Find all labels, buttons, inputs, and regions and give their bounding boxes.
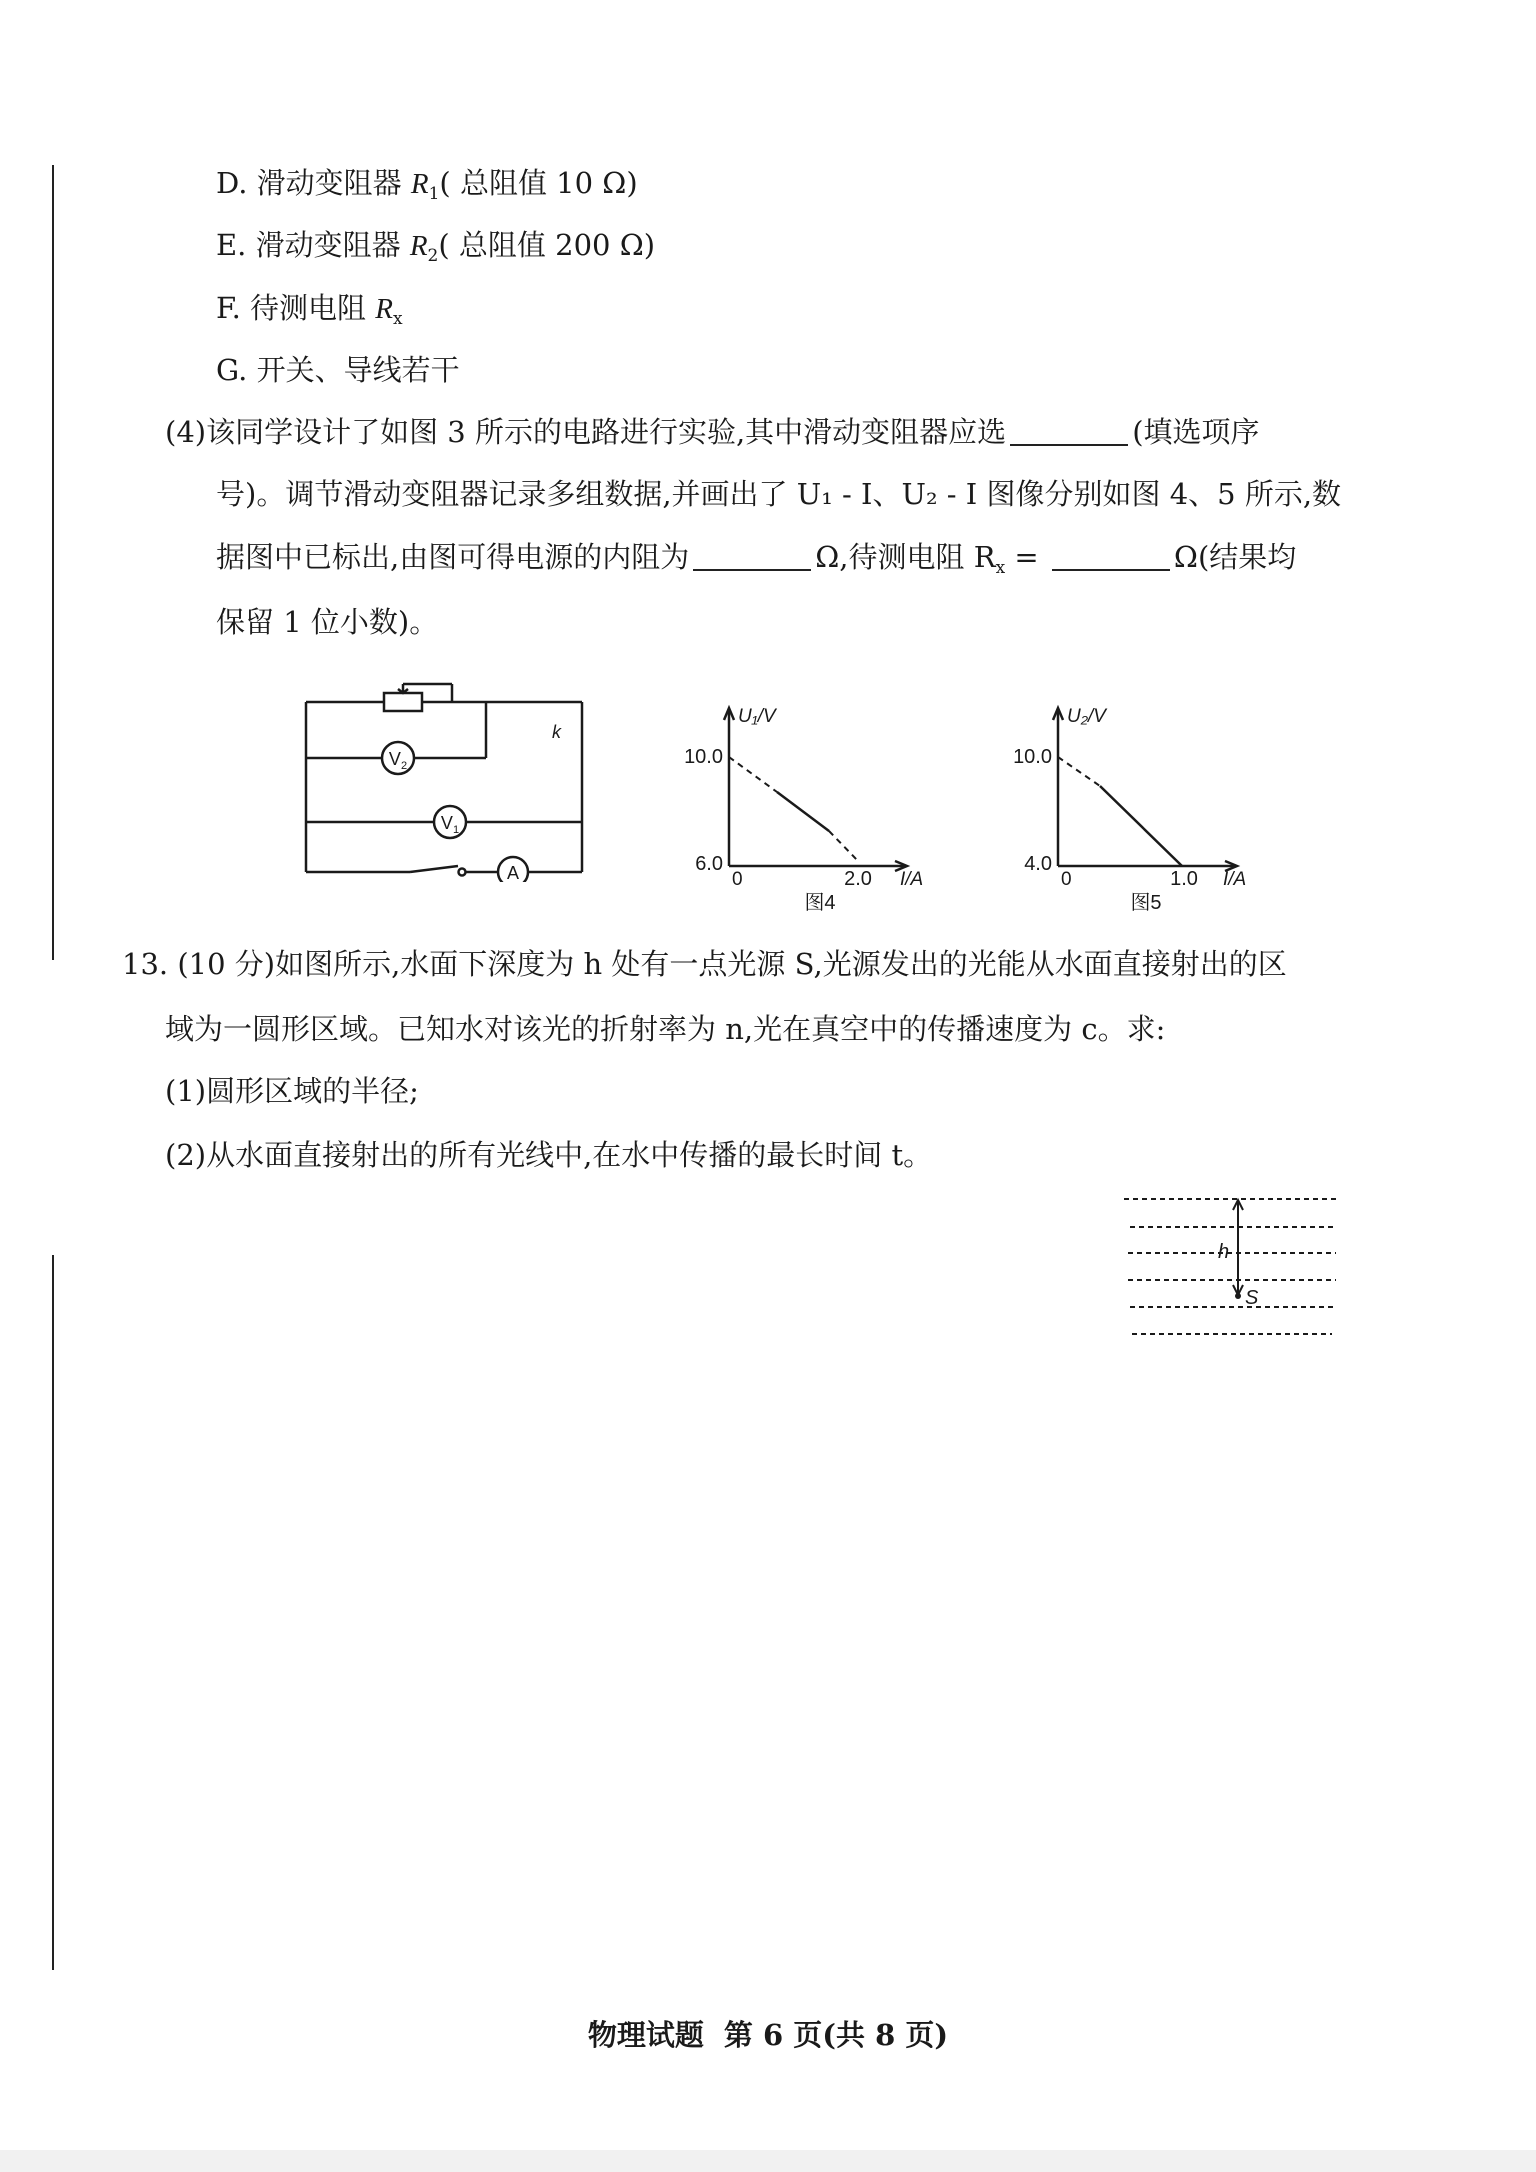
footer-subject: 物理试题 [587, 2018, 704, 2052]
q12-part4-line2: 号)。调节滑动变阻器记录多组数据,并画出了 U₁ - I、U₂ - I 图像分别如图 4、5 所示,数 [216, 477, 1342, 511]
switch-label: k [552, 722, 561, 742]
depth-label: h [1218, 1241, 1230, 1263]
voltmeter-v2-label: $V_2$ [388, 749, 408, 772]
q13-line2: 域为一圆形区域。已知水对该光的折射率为 n,光在真空中的传播速度为 c。求: [165, 1012, 1166, 1046]
fig5-xtick: 1.0 [1170, 868, 1198, 890]
graph-fig4 [680, 698, 970, 918]
left-margin-line-bottom [52, 1255, 54, 1970]
fig4-xtick: 2.0 [844, 868, 872, 890]
fig5-origin: 0 [1061, 869, 1072, 890]
q13-part2: (2)从水面直接射出的所有光线中,在水中传播的最长时间 t。 [165, 1138, 933, 1172]
answer-blank-rheostat[interactable] [1010, 416, 1128, 446]
q13-line1: 13. (10 分)如图所示,水面下深度为 h 处有一点光源 S,光源发出的光能从水面直接射出的区 [122, 947, 1287, 981]
fig5-caption: 图5 [1130, 892, 1162, 914]
fig4-xlabel: I/A [900, 869, 924, 890]
option-d: D. 滑动变阻器 $R_1$( 总阻值 10 Ω) [216, 166, 638, 204]
circuit-diagram-fig3 [300, 682, 600, 882]
fig4-caption: 图4 [804, 892, 836, 914]
option-g: G. 开关、导线若干 [216, 353, 460, 387]
fig5-ytick-high: 10.0 [1013, 746, 1052, 768]
answer-blank-rx[interactable] [1052, 541, 1170, 571]
page-footer [0, 2013, 1536, 2054]
answer-blank-internal-resistance[interactable] [693, 541, 811, 571]
source-label: S [1245, 1287, 1259, 1309]
option-e: E. 滑动变阻器 $R_2$( 总阻值 200 Ω) [216, 228, 656, 266]
fig5-xlabel: I/A [1223, 869, 1247, 890]
fig5-ytick-low: 4.0 [1024, 853, 1052, 875]
graph-fig5 [1008, 698, 1288, 918]
fig4-ytick-low: 6.0 [695, 853, 723, 875]
scan-bottom-band [0, 2150, 1536, 2172]
fig4-origin: 0 [732, 869, 743, 890]
water-depth-diagram [1118, 1190, 1350, 1340]
q12-part4-line3: 据图中已标出,由图可得电源的内阻为 Ω,待测电阻 $R_x = \Omega$(结果均 [216, 540, 1297, 578]
q13-part1: (1)圆形区域的半径; [165, 1074, 419, 1108]
fig4-ytick-high: 10.0 [684, 746, 723, 768]
option-f: F. 待测电阻 $R_x$ [216, 291, 403, 329]
left-margin-line-top [52, 165, 54, 960]
q12-part4-line4: 保留 1 位小数)。 [216, 605, 439, 639]
fig5-ylabel: U₂/V [1067, 706, 1106, 727]
footer-page-number: 第 6 页(共 8 页) [723, 2018, 949, 2052]
fig4-ylabel: U₁/V [738, 706, 776, 727]
ammeter-label: A [506, 863, 520, 882]
q12-part4-line1: (4)该同学设计了如图 3 所示的电路进行实验,其中滑动变阻器应选 (填选项序 [165, 415, 1260, 449]
voltmeter-v1-label: $V_1$ [440, 813, 460, 836]
light-source-point [1235, 1293, 1241, 1299]
